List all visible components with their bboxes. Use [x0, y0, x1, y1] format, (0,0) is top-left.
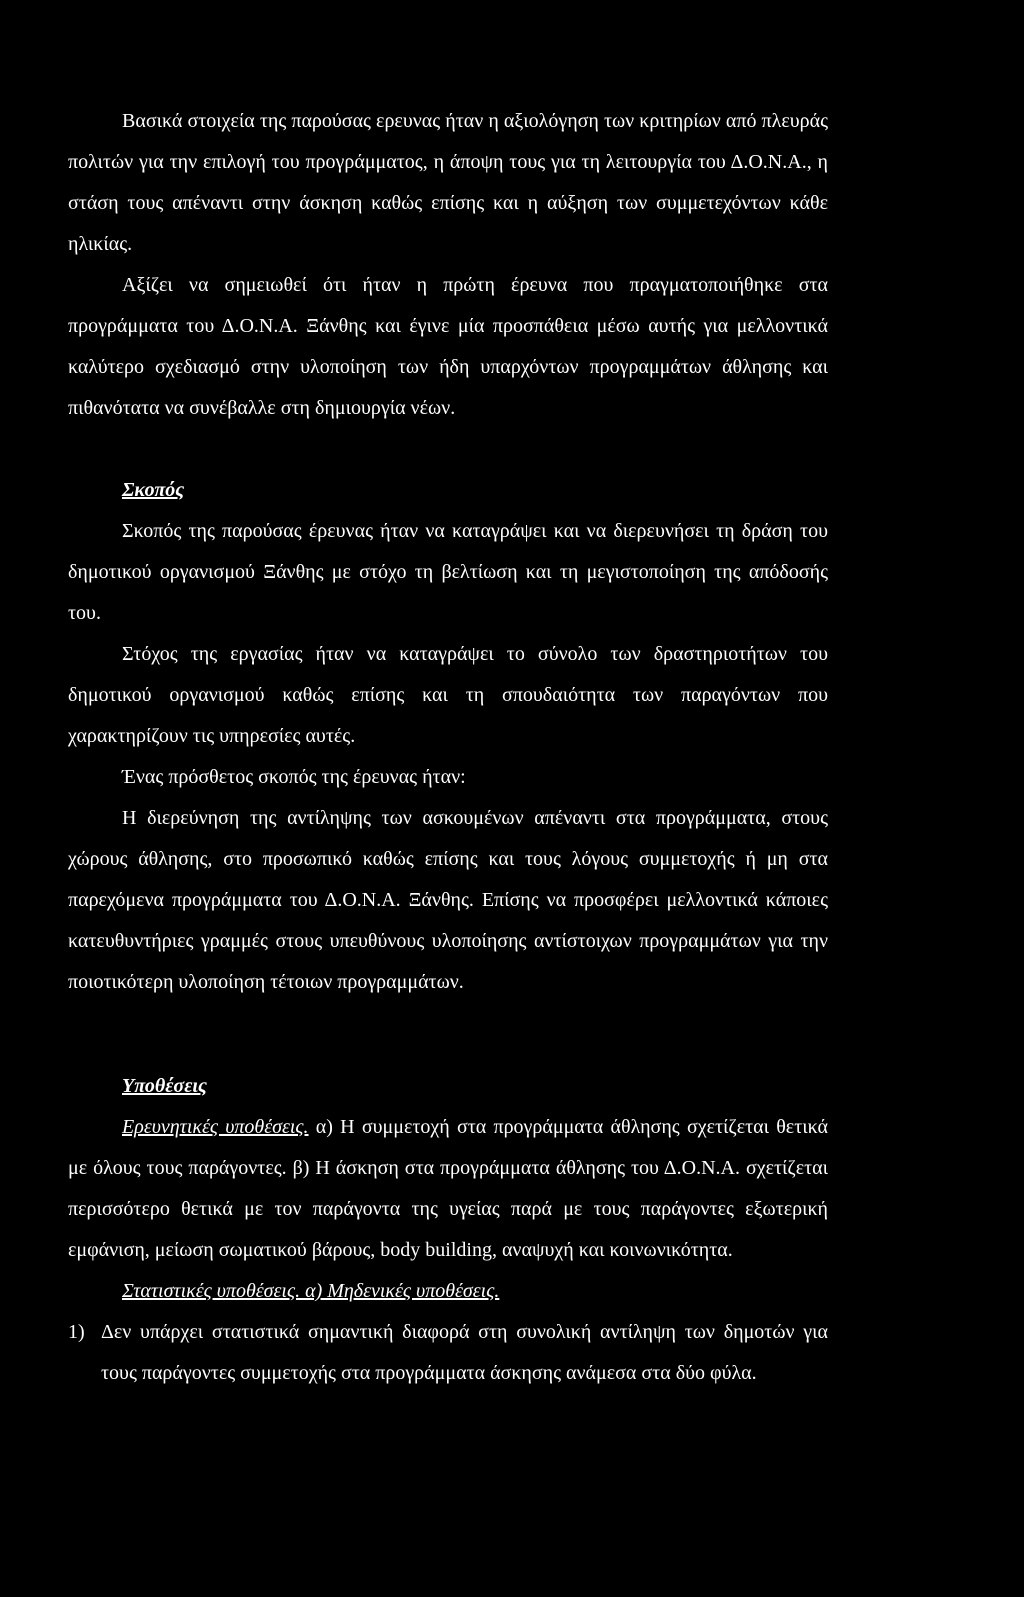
list-item-text: Δεν υπάρχει στατιστικά σημαντική διαφορά στη συνολική αντίληψη των δημοτών για τους παράγοντες συμμετοχής στα προγράμματα άσκησης ανάμεσα στα δύο φύλα.: [101, 1321, 828, 1384]
research-hypotheses-label: Ερευνητικές υποθέσεις.: [122, 1116, 309, 1138]
purpose-paragraph-4: Η διερεύνηση της αντίληψης των ασκουμένων απέναντι στα προγράμματα, στους χώρους άθλησης, στο προσωπικό καθώς επίσης και τους λόγους συμμετοχής ή μη στα παρεχόμενα προγράμματα του Δ.Ο.Ν.Α. Ξάνθης. Επίσης να προσφέρει μελλοντικά κάποιες κατευθυντήριες γραμμές στους υπευθύνους υλοποίησης αντίστοιχων προγραμμάτων για την ποιοτικότερη υλοποίηση τέτοιων προγραμμάτων.: [68, 807, 828, 993]
list-item-marker: 1): [68, 1321, 85, 1343]
intro-paragraph-2: Αξίζει να σημειωθεί ότι ήταν η πρώτη έρευνα που πραγματοποιήθηκε στα προγράμματα του Δ.Ο.Ν.Α. Ξάνθης και έγινε μία προσπάθεια μέσω αυτής για μελλοντικά καλύτερο σχεδιασμό στην υλοποίηση των ήδη υπαρχόντων προγραμμάτων άθλησης και πιθανότατα να συνέβαλλε στη δημιουργία νέων.: [68, 274, 828, 419]
purpose-paragraph-2: Στόχος της εργασίας ήταν να καταγράψει το σύνολο των δραστηριοτήτων του δημοτικού οργανισμού καθώς επίσης και τη σπουδαιότητα των παραγόντων που χαρακτηρίζουν τις υπηρεσίες αυτές.: [68, 643, 828, 747]
hypotheses-heading: Υποθέσεις: [122, 1075, 207, 1097]
intro-paragraph-1: Βασικά στοιχεία της παρούσας ερευνας ήταν η αξιολόγηση των κριτηρίων από πλευράς πολιτών για την επιλογή του προγράμματος, η άποψη τους για τη λειτουργία του Δ.Ο.Ν.Α., η στάση τους απέναντι στην άσκηση καθώς επίσης και η αύξηση των συμμετεχόντων κάθε ηλικίας.: [68, 110, 828, 255]
statistical-hypotheses-label: Στατιστικές υποθέσεις. α) Μηδενικές υποθέσεις.: [122, 1280, 500, 1302]
research-hypotheses-paragraph: [68, 1107, 828, 1271]
purpose-paragraph-1: Σκοπός της παρούσας έρευνας ήταν να καταγράψει και να διερευνήσει τη δράση του δημοτικού οργανισμού Ξάνθης με στόχο τη βελτίωση και τη μεγιστοποίηση της απόδοσής του.: [68, 520, 828, 624]
research-hypotheses-text: α) Η συμμετοχή στα προγράμματα άθλησης σχετίζεται θετικά με όλους τους παράγοντες. β) Η άσκηση στα προγράμματα άθλησης του Δ.Ο.Ν.Α. σχετίζεται περισσότερο θετικά με τον παράγοντα της υγείας παρά με τους παράγοντες εξωτερική εμφάνιση, μείωση σωματικού βάρους, body building, αναψυχή και κοινωνικότητα.: [68, 1116, 829, 1261]
purpose-paragraph-3: Ένας πρόσθετος σκοπός της έρευνας ήταν:: [122, 766, 466, 788]
list-item: [68, 1312, 828, 1394]
statistical-hypotheses-paragraph: [68, 1271, 828, 1312]
purpose-heading: Σκοπός: [122, 479, 185, 501]
